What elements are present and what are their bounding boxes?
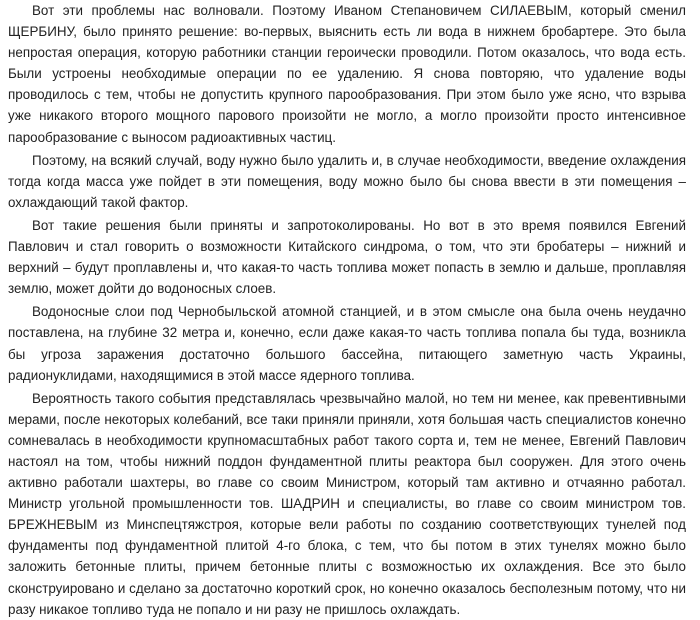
paragraph-2: Поэтому, на всякий случай, воду нужно было удалить и, в случае необходимости, введение охлаждения тогда когда масса уже пойдет в эти помещения, воду можно было бы снова ввести в эти помещения – охлаждающий такой фактор. (8, 152, 686, 210)
paragraph-5: Вероятность такого события представлялась чрезвычайно малой, но тем ни менее, как превентивными мерами, после некоторых колебаний, все таки приняли приняли, хотя большая часть специалистов конечно сомневалась в необходимости крупномасштабных работ такого сорта и, тем не менее, Евгений Павлович настоял на том, чтобы нижний поддон фундаментной плиты реактора был сооружен. Для этого очень активно работали шахтеры, во главе со своим Министром, который там активно и отчаянно работал. Министр угольной промышленности тов. ШАДРИН и специалисты, во главе со своим министром тов. БРЕЖНЕВЫМ из Минспецтяжстроя, которые вели работы по созданию соответствующих тунелей под фундаменты под фундаментной плитой 4-го блока, с тем, что бы потом в этих тунелях можно было заложить бетонные плиты, причем бетонные плиты с возможностью их охлаждения. Все это было сконструировано и сделано за достаточно короткий срок, но конечно оказалось бесполезным потому, что ни разу никакое топливо туда не попало и ни разу не пришлось охлаждать. (8, 390, 686, 617)
document-body (8, 0, 686, 620)
paragraph-1: Вот эти проблемы нас волновали. Поэтому Иваном Степановичем СИЛАЕВЫМ, который сменил ЩЕРБИНУ, было принято решение: во-первых, выяснить есть ли вода в нижнем бробартере. Это была непростая операция, которую работники станции героически проводили. Потом оказалось, что вода есть. Были устроены необходимые операции по ее удалению. Я снова повторяю, что удаление воды проводилось с тем, чтобы не допустить крупного парообразования. При этом было уже ясно, что взрыва уже никакого второго мощного парового произойти не могло, а могло произойти просто интенсивное парообразование с выносом радиоактивных частиц. (8, 3, 686, 145)
paragraph-3: Вот такие решения были приняты и запротоколированы. Но вот в это время появился Евгений Павлович и стал говорить о возможности Китайского синдрома, о том, что эти бробатеры – нижний и верхний – будут проплавлены и, что какая-то часть топлива может попасть в землю и дальше, проплавляя землю, может дойти до водоносных слоев. (8, 217, 686, 297)
paragraph-4: Водоносные слои под Чернобыльской атомной станцией, и в этом смысле она была очень неудачно поставлена, на глубине 32 метра и, конечно, если даже какая-то часть топлива попала бы туда, возникла бы угроза заражения достаточно большого бассейна, питающего заметную часть Украины, радионуклидами, находящимися в этой массе ядерного топлива. (8, 304, 686, 383)
